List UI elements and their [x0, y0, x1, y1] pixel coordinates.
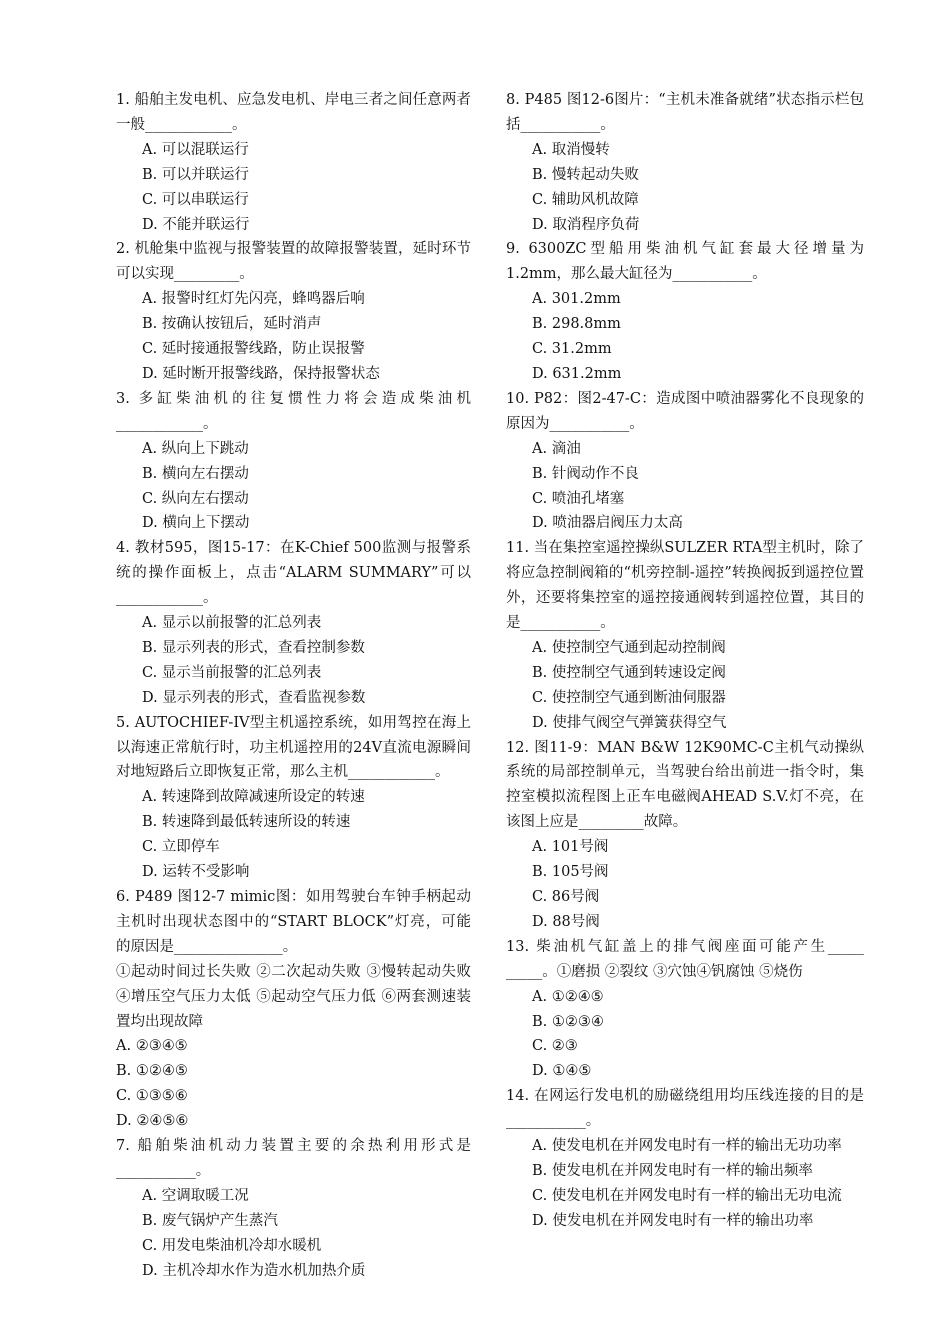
option-d: D. 631.2mm — [532, 365, 622, 382]
question-stem: 6. P489 图12-7 mimic图：如用驾驶台车钟手柄起动主机时出现状态图中的“START BLOCK”灯亮，可能的原因是_______________。 — [116, 889, 471, 955]
question-stem: 1. 船舶主发电机、应急发电机、岸电三者之间任意两者一般____________。 — [116, 92, 471, 133]
option-d: D. 运转不受影响 — [142, 864, 250, 881]
option-b: B. 慢转起动失败 — [532, 166, 639, 183]
option-a: A. 使控制空气通到起动控制阀 — [532, 639, 726, 656]
question-stem: 14. 在网运行发电机的励磁绕组用均压线连接的目的是___________。 — [506, 1088, 864, 1130]
option-c: C. 延时接通报警线路，防止误报警 — [142, 341, 365, 358]
question-6 — [116, 885, 471, 1134]
question-stem: 7. 船舶柴油机动力装置主要的余热利用形式是___________。 — [116, 1138, 471, 1179]
option-d: D. ②④⑤⑥ — [116, 1113, 189, 1130]
option-d: D. ①④⑤ — [532, 1063, 592, 1080]
left-column — [116, 88, 471, 1284]
option-a: A. 取消慢转 — [532, 141, 610, 158]
option-d: D. 使排气阀空气弹簧获得空气 — [532, 714, 727, 731]
option-a: A. 转速降到故障减速所设定的转速 — [142, 789, 365, 806]
right-column — [506, 88, 864, 1234]
option-a: A. 可以混联运行 — [142, 141, 249, 158]
option-d: D. 主机冷却水作为造水机加热介质 — [142, 1262, 366, 1279]
question-note: ①起动时间过长失败 ②二次起动失败 ③慢转起动失败 ④增压空气压力太低 ⑤起动空气压力低 ⑥两套测速装置均出现故障 — [116, 963, 471, 1030]
question-5 — [116, 711, 471, 885]
option-c: C. ②③ — [532, 1038, 578, 1055]
option-c: C. 立即停车 — [142, 839, 220, 856]
option-c: C. 显示当前报警的汇总列表 — [142, 664, 322, 681]
question-stem: 5. AUTOCHIEF-IV型主机遥控系统，如用驾控在海上以海速正常航行时，功主机遥控用的24V直流电源瞬间对地短路后立即恢复正常，那么主机____________。 — [116, 714, 471, 781]
option-a: A. 301.2mm — [532, 291, 621, 308]
question-11 — [506, 536, 864, 735]
question-9 — [506, 237, 864, 386]
option-b: B. 105号阀 — [532, 864, 609, 881]
option-a: A. ②③④⑤ — [116, 1038, 188, 1055]
option-b: B. 使发电机在并网发电时有一样的输出频率 — [532, 1162, 813, 1179]
option-b: B. 废气锅炉产生蒸汽 — [142, 1212, 278, 1229]
option-a: A. 101号阀 — [532, 839, 609, 856]
option-a: A. ①②④⑤ — [532, 988, 604, 1005]
option-c: C. ①③⑤⑥ — [116, 1088, 188, 1105]
option-c: C. 使控制空气通到断油伺服器 — [532, 689, 726, 706]
option-b: B. 按确认按钮后，延时消声 — [142, 316, 322, 333]
option-b: B. 针阀动作不良 — [532, 465, 639, 482]
option-d: D. 喷油器启阀压力太高 — [532, 515, 683, 532]
option-c: C. 使发电机在并网发电时有一样的输出无功电流 — [532, 1187, 842, 1204]
option-b: B. 使控制空气通到转速设定阀 — [532, 664, 726, 681]
question-stem: 10. P82：图2-47-C：造成图中喷油器雾化不良现象的原因为___________。 — [506, 390, 864, 432]
question-stem: 3. 多缸柴油机的往复惯性力将会造成柴油机____________。 — [116, 390, 471, 432]
option-c: C. 86号阀 — [532, 889, 600, 905]
option-d: D. 不能并联运行 — [142, 216, 250, 233]
question-7 — [116, 1134, 471, 1283]
option-a: A. 滴油 — [532, 440, 581, 457]
option-d: D. 显示列表的形式，查看监视参数 — [142, 689, 366, 706]
question-stem: 9. 6300ZC型船用柴油机气缸套最大径增量为1.2mm，那么最大缸径为___________。 — [506, 241, 864, 283]
option-c: C. 纵向左右摆动 — [142, 490, 249, 507]
option-d: D. 横向上下摆动 — [142, 515, 250, 532]
option-b: B. 298.8mm — [532, 316, 621, 333]
option-b: B. 转速降到最低转速所设的转速 — [142, 814, 351, 831]
option-c: C. 31.2mm — [532, 341, 612, 358]
question-10 — [506, 387, 864, 536]
question-stem: 11. 当在集控室遥控操纵SULZER RTA型主机时，除了将应急控制阀箱的“机旁控制-遥控”转换阀扳到遥控位置外，还要将集控室的遥控接通阀转到遥控位置，其目的是___________。 — [506, 540, 864, 632]
option-c: C. 喷油孔堵塞 — [532, 490, 625, 507]
option-c: C. 可以串联运行 — [142, 191, 249, 208]
question-stem: 4. 教材595，图15-17：在K-Chief 500监测与报警系统的操作面板上，点击“ALARM SUMMARY”可以____________。 — [116, 540, 471, 607]
option-b: B. 可以并联运行 — [142, 166, 249, 183]
option-a: A. 空调取暖工况 — [142, 1187, 249, 1204]
question-1 — [116, 88, 471, 237]
option-a: A. 显示以前报警的汇总列表 — [142, 615, 322, 632]
option-d: D. 取消程序负荷 — [532, 216, 640, 233]
option-b: B. ①②③④ — [532, 1013, 604, 1030]
option-c: C. 用发电柴油机冷却水暖机 — [142, 1237, 322, 1254]
option-b: B. 横向左右摆动 — [142, 465, 249, 482]
option-d: D. 延时断开报警线路，保持报警状态 — [142, 365, 380, 382]
option-c: C. 辅助风机故障 — [532, 191, 639, 208]
option-a: A. 报警时红灯先闪亮，蜂鸣器后响 — [142, 291, 365, 308]
question-stem: 2. 机舱集中监视与报警装置的故障报警装置，延时环节可以实现_________。 — [116, 241, 471, 283]
option-d: D. 使发电机在并网发电时有一样的输出功率 — [532, 1212, 814, 1229]
option-d: D. 88号阀 — [532, 913, 600, 930]
question-12 — [506, 736, 864, 935]
question-14 — [506, 1084, 864, 1233]
option-a: A. 纵向上下跳动 — [142, 440, 249, 457]
option-b: B. ①②④⑤ — [116, 1063, 188, 1080]
option-a: A. 使发电机在并网发电时有一样的输出无功功率 — [532, 1138, 842, 1155]
question-8 — [506, 88, 864, 237]
question-13 — [506, 935, 864, 1084]
option-b: B. 显示列表的形式，查看控制参数 — [142, 639, 365, 656]
question-stem: 13. 柴油机气缸盖上的排气阀座面可能产生_____ _____。①磨损 ②裂纹 ③穴蚀④钒腐蚀 ⑤烧伤 — [506, 938, 864, 980]
question-2 — [116, 237, 471, 386]
question-4 — [116, 536, 471, 710]
question-3 — [116, 387, 471, 536]
question-stem: 8. P485 图12-6图片：“主机未准备就绪”状态指示栏包括___________。 — [506, 92, 864, 133]
question-stem: 12. 图11-9：MAN B&W 12K90MC-C主机气动操纵系统的局部控制单元，当驾驶台给出前进一指令时，集控室模拟流程图上正车电磁阀AHEAD S.V.灯不亮，在该图上应是_________故障。 — [506, 739, 864, 831]
